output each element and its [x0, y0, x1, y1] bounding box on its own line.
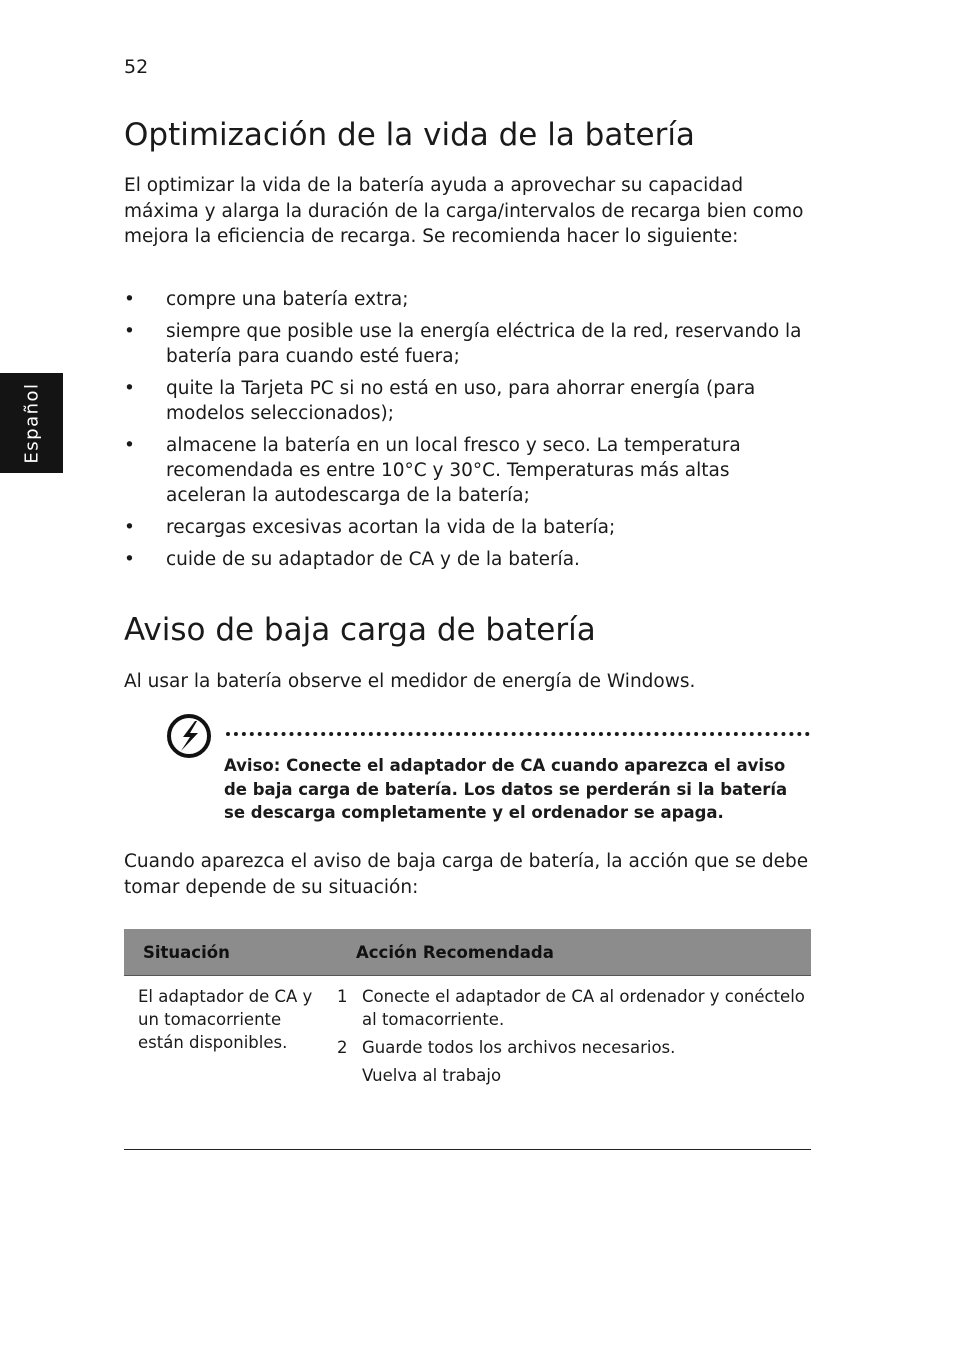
situation-cell: El adaptador de CA y un tomacorriente están disponibles. — [138, 987, 313, 1052]
section-intro: El optimizar la vida de la batería ayuda a aprovechar su capacidad máxima y alarga la duración de la carga/intervalos de recarga bien como mejora la eficiencia de recarga. Se recomienda hacer lo siguiente: — [124, 175, 804, 247]
table-header-row — [124, 929, 811, 976]
list-item: • compre una batería extra; — [124, 289, 409, 310]
list-item: • recargas excesivas acortan la vida de la batería; — [124, 517, 616, 538]
list-item: • quite la Tarjeta PC si no está en uso, para ahorrar energía (para modelos seleccionados); — [124, 378, 756, 424]
warning-lightning-icon — [166, 713, 212, 759]
list-item: • siempre que posible use la energía eléctrica de la red, reservando la batería para cuando esté fuera; — [124, 321, 802, 367]
table-row — [124, 976, 811, 1094]
list-item: • cuide de su adaptador de CA y de la batería. — [124, 549, 580, 570]
language-tab-label: Español — [21, 382, 42, 464]
step-item: 1 Conecte el adaptador de CA al ordenador y conéctelo al tomacorriente. — [337, 987, 805, 1029]
action-cell — [336, 976, 811, 1094]
warning-text: Aviso: Conecte el adaptador de CA cuando aparezca el aviso de baja carga de batería. Los datos se perderán si la batería se descarga completamente y el ordenador se apaga. — [224, 756, 788, 822]
low-battery-intro: Al usar la batería observe el medidor de energía de Windows. — [124, 671, 696, 692]
section-title-low-battery: Aviso de baja carga de batería — [124, 612, 596, 648]
situation-table — [124, 929, 811, 1093]
situation-intro: Cuando aparezca el aviso de baja carga de batería, la acción que se debe tomar depende de su situación: — [124, 851, 809, 898]
page-number: 52 — [124, 56, 149, 78]
language-tab — [0, 373, 63, 473]
section-title-battery-life: Optimización de la vida de la batería — [124, 117, 695, 153]
list-item: • almacene la batería en un local fresco y seco. La temperatura recomendada es entre 10°C y 30°C. Temperaturas más altas aceleran la autodescarga de la batería; — [124, 435, 741, 506]
step-item: 2 Guarde todos los archivos necesarios. — [337, 1038, 676, 1057]
step-note: Vuelva al trabajo — [362, 1066, 502, 1085]
tips-list — [124, 287, 814, 579]
table-bottom-rule — [124, 1149, 811, 1150]
header-situation: Situación — [124, 929, 336, 976]
warning-divider — [226, 732, 810, 736]
header-action: Acción Recomendada — [336, 929, 811, 976]
